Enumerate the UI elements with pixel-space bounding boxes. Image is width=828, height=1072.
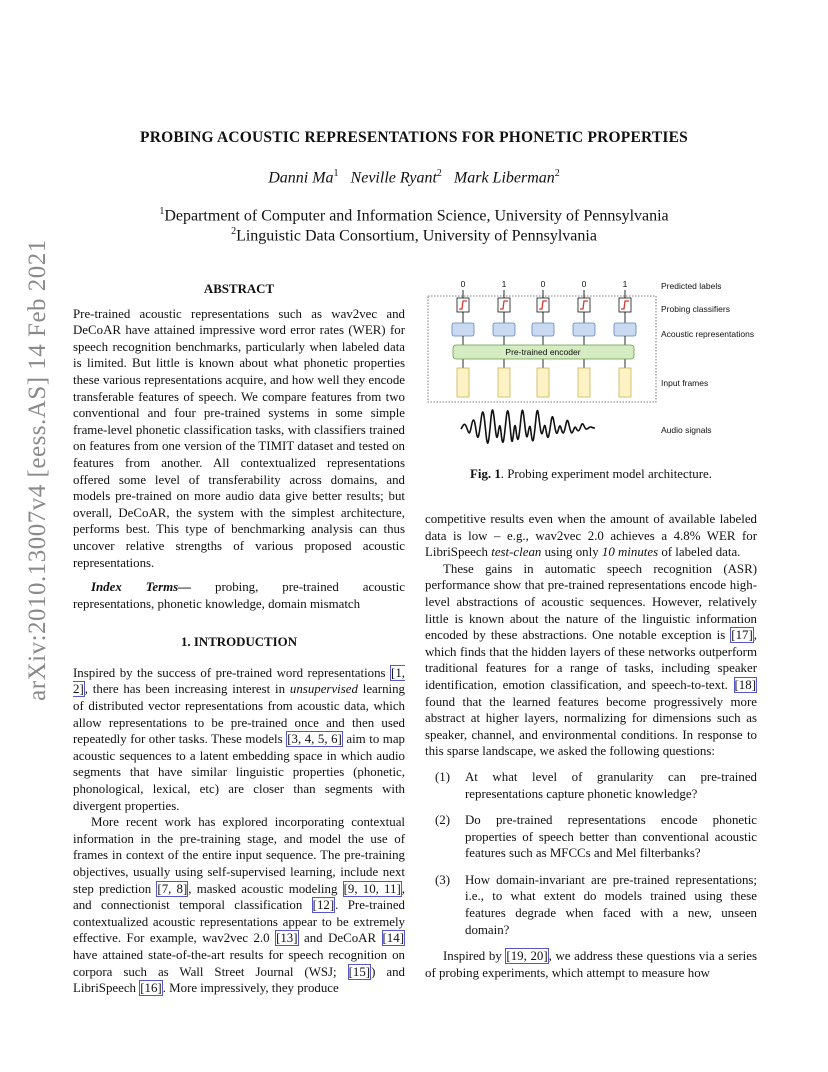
acoustic-representation-box xyxy=(493,323,515,336)
intro-paragraph-1: Inspired by the success of pre-trained word representations [1, 2], there has been increasing interest in unsupervised learning of distributed vector representations from acoustic data, which allow representations to be pre-trained once and then used repeatedly for other tasks. These models [3, 4, 5, 6] aim to map acoustic sequences to a latent embedding space in which audio segments that have similar linguistic properties (phonetic, phonological, lexical, etc) are closer than segments with divergent properties. xyxy=(73,665,405,813)
citation-link[interactable]: [7, 8] xyxy=(157,881,188,896)
right-paragraph-3: Inspired by [19, 20], we address these questions via a series of probing experiments, which attempt to measure how xyxy=(425,949,758,980)
citation-link[interactable]: [19, 20] xyxy=(506,949,548,964)
input-frames-label: Input frames xyxy=(661,378,709,388)
intro-paragraph-2: More recent work has explored incorporating contextual information in the pre-training stage, and model the use of frames in context of the entire input sequence. The pre-training objectives, usually using self-supervised learning, include next step prediction [7, 8], masked acoustic modeling [9, 10, 11], and connectionist temporal classification [12]. Pre-trained contextualized acoustic representations appear to be extremely effective. For example, wav2vec 2.0 [13] and DeCoAR [14] have attained state-of-the-art results for speech recognition on corpora such as Wall Street Journal (WSJ; [15]) and LibriSpeech [16]. More impressively, they produce xyxy=(73,815,405,996)
affiliation-1: $^1$Department of Computer and Information Science, University of Pennsylvania xyxy=(159,206,669,225)
input-frame-box xyxy=(457,368,469,397)
acoustic-representations-label: Acoustic representations xyxy=(661,329,755,339)
probing-classifiers-label: Probing classifiers xyxy=(661,304,730,314)
abstract-text: Pre-trained acoustic representations such as wav2vec and DeCoAR have attained impressive word error rates (WER) for speech recognition benchmarks, particularly when labeled data is limited. But little is known about what phonetic properties these various representations acquire, and how well they encode transferable features of speech. We compare features from two conventional and four pre-trained systems in some simple frame-level phonetic classification tasks, with classifiers trained on features from one version of the TIMIT dataset and tested on features from another. All contextualized representations offered some level of transferability across domains, and models pre-trained on more audio data give better results; but overall, DeCoAR, the system with the simplest architecture, performs best. This type of benchmarking analysis can thus uncover relative strengths of various proposed acoustic representations. xyxy=(73,306,405,570)
predicted-label-value: 1 xyxy=(501,279,507,289)
abstract-heading: ABSTRACT xyxy=(203,282,275,296)
citation-link[interactable]: [1, 2] xyxy=(73,665,405,697)
author-2: Neville Ryant xyxy=(350,169,437,187)
input-frame-box xyxy=(498,368,510,397)
predicted-label-value: 0 xyxy=(540,279,546,289)
predicted-label-value: 1 xyxy=(622,279,628,289)
citation-link[interactable]: [18] xyxy=(734,677,756,692)
left-column xyxy=(73,281,405,997)
intro-heading: 1. INTRODUCTION xyxy=(180,635,298,650)
index-terms: Index Terms— probing, pre-trained acoustic representations, phonetic knowledge, domain mismatch xyxy=(73,580,405,611)
list-item: (3) How domain-invariant are pre-trained representations; i.e., to what extent do models trained using these features degrade when faced with a new, unseen domain? xyxy=(435,872,757,937)
predicted-labels-label: Predicted labels xyxy=(661,281,722,291)
predicted-label-value: 0 xyxy=(581,279,587,289)
list-item: (1) At what level of granularity can pre-trained representations capture phonetic knowledge? xyxy=(435,769,757,801)
affiliation-2: $^2$Linguistic Data Consortium, University of Pennsylvania xyxy=(231,226,597,245)
author-1: Danni Ma xyxy=(268,169,334,187)
list-item: (2) Do pre-trained representations encode phonetic properties of speech better than conventional acoustic features such as MFCCs and Mel filterbanks? xyxy=(435,813,757,861)
citation-link[interactable]: [3, 4, 5, 6] xyxy=(287,732,342,747)
input-frame-box xyxy=(619,368,631,397)
arxiv-watermark: arXiv:2010.13007v4 [eess.AS] 14 Feb 2021 xyxy=(24,239,52,701)
audio-signals-label: Audio signals xyxy=(661,425,712,435)
architecture-figure xyxy=(425,276,760,446)
citation-link[interactable]: [14] xyxy=(382,931,404,946)
questions-list xyxy=(425,769,757,938)
citation-link[interactable]: [13] xyxy=(276,931,298,946)
right-paragraph-2: These gains in automatic speech recognition (ASR) performance show that pre-trained representations encode high-level abstractions of acoustic sequences. However, relatively little is known about the nature of the linguistic information encoded by these abstractions. One notable exception is [17], which finds that the hidden layers of these networks outperform traditional features for a range of tasks, including speaker identification, emotion classification, and speech-to-text. [18] found that the learned features become progressively more abstract at higher layers, normalizing for dimensions such as speaker, channel, and environmental conditions. In response to this sparse landscape, we asked the following questions: xyxy=(425,561,757,759)
citation-link[interactable]: [9, 10, 11] xyxy=(343,881,401,896)
encoder-label: Pre-trained encoder xyxy=(505,347,581,357)
author-list: Danni Ma$^1$ Neville Ryant$^2$ Mark Liberman$^2$ xyxy=(268,168,560,187)
right-paragraph-1: competitive results even when the amount of available labeled data is low – e.g., wav2vec 2.0 achieves a 4.8% WER for LibriSpeech test-clean using only 10 minutes of labeled data. xyxy=(425,512,757,560)
acoustic-representation-box xyxy=(614,323,636,336)
citation-link[interactable]: [16] xyxy=(140,981,162,996)
audio-waveform xyxy=(461,410,595,443)
input-frame-box xyxy=(578,368,590,397)
citation-link[interactable]: [12] xyxy=(312,898,335,913)
acoustic-representation-box xyxy=(532,323,554,336)
predicted-label-value: 0 xyxy=(460,279,466,289)
citation-link[interactable]: [15] xyxy=(348,964,371,979)
paper-title: PROBING ACOUSTIC REPRESENTATIONS FOR PHONETIC PROPERTIES xyxy=(140,129,688,146)
figure-caption: Fig. 1. Probing experiment model architecture. xyxy=(470,467,712,481)
citation-link[interactable]: [17] xyxy=(731,628,753,643)
input-frame-box xyxy=(537,368,549,397)
acoustic-representation-box xyxy=(573,323,595,336)
acoustic-representation-box xyxy=(452,323,474,336)
author-3: Mark Liberman xyxy=(453,169,555,187)
right-column xyxy=(425,511,757,981)
